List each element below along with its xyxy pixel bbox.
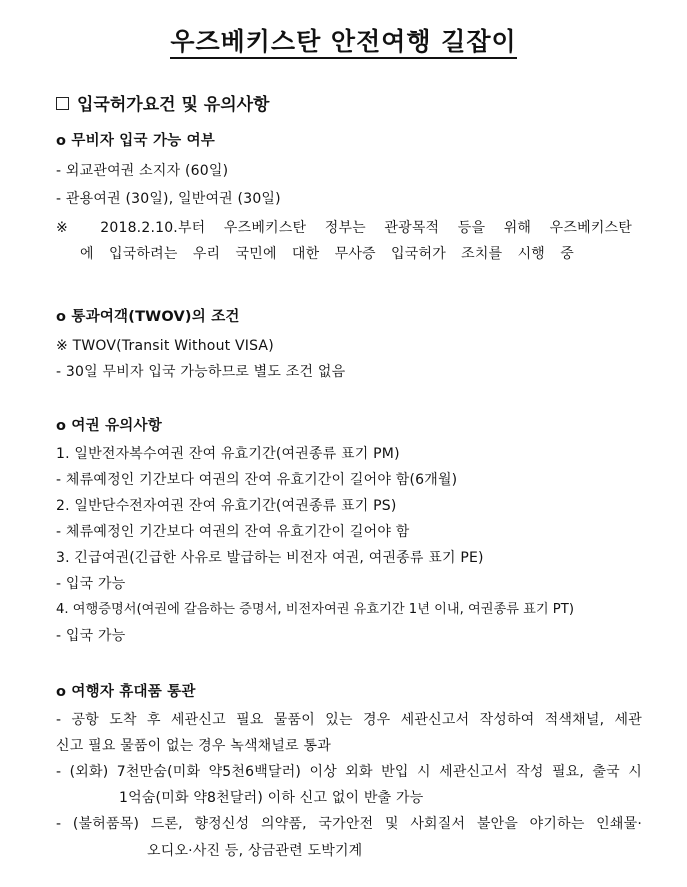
passport-line: - 체류예정인 기간보다 여권의 잔여 유효기간이 길어야 함 <box>56 524 410 540</box>
customs-line: - 공항 도착 후 세관신고 필요 물품이 있는 경우 세관신고서 작성하여 적색채널, 세관 <box>56 712 642 728</box>
passport-line: - 입국 가능 <box>56 628 126 644</box>
customs-line: - (불허품목) 드론, 향정신성 의약품, 국가안전 및 사회질서 불안을 야기하는 인쇄물· <box>56 816 642 832</box>
passport-line: - 체류예정인 기간보다 여권의 잔여 유효기간이 길어야 함(6개월) <box>56 472 458 488</box>
customs-line-continued: 1억숨(미화 약8천달러) 이하 신고 없이 반출 가능 <box>119 790 424 806</box>
customs-line: - (외화) 7천만숨(미화 약5천6백달러) 이상 외화 반입 시 세관신고서 작성 필요, 출국 시 <box>56 764 642 780</box>
twov-heading: o 통과여객(TWOV)의 조건 <box>56 309 240 325</box>
passport-heading: o 여권 유의사항 <box>56 418 162 434</box>
passport-line: 3. 긴급여권(긴급한 사유로 발급하는 비전자 여권, 여권종류 표기 PE) <box>56 550 484 566</box>
visa-free-line: - 외교관여권 소지자 (60일) <box>56 163 229 179</box>
document-title: 우즈베키스탄 안전여행 길잡이 <box>0 22 687 58</box>
checkbox-square-icon <box>56 97 69 110</box>
customs-line: 신고 필요 물품이 없는 경우 녹색채널로 통과 <box>56 738 331 754</box>
section-heading: 입국허가요건 및 유의사항 <box>56 90 269 115</box>
passport-line: 4. 여행증명서(여권에 갈음하는 증명서, 비전자여권 유효기간 1년 이내, 여권종류 표기 PT) <box>56 602 574 617</box>
passport-line: 2. 일반단수전자여권 잔여 유효기간(여권종류 표기 PS) <box>56 498 397 514</box>
visa-free-line: - 관용여권 (30일), 일반여권 (30일) <box>56 191 281 207</box>
visa-free-note: ※ 2018.2.10.부터 우즈베키스탄 정부는 관광목적 등을 위해 우즈베키스탄 <box>56 220 632 236</box>
customs-line-continued: 오디오·사진 등, 상금관련 도박기계 <box>147 843 363 859</box>
twov-line: - 30일 무비자 입국 가능하므로 별도 조건 없음 <box>56 364 346 380</box>
visa-free-note-continued: 에 입국하려는 우리 국민에 대한 무사증 입국허가 조치를 시행 중 <box>80 246 574 262</box>
customs-heading: o 여행자 휴대품 통관 <box>56 684 196 700</box>
passport-line: - 입국 가능 <box>56 576 126 592</box>
passport-line: 1. 일반전자복수여권 잔여 유효기간(여권종류 표기 PM) <box>56 446 400 462</box>
twov-line: ※ TWOV(Transit Without VISA) <box>56 338 274 354</box>
visa-free-heading: o 무비자 입국 가능 여부 <box>56 133 216 149</box>
